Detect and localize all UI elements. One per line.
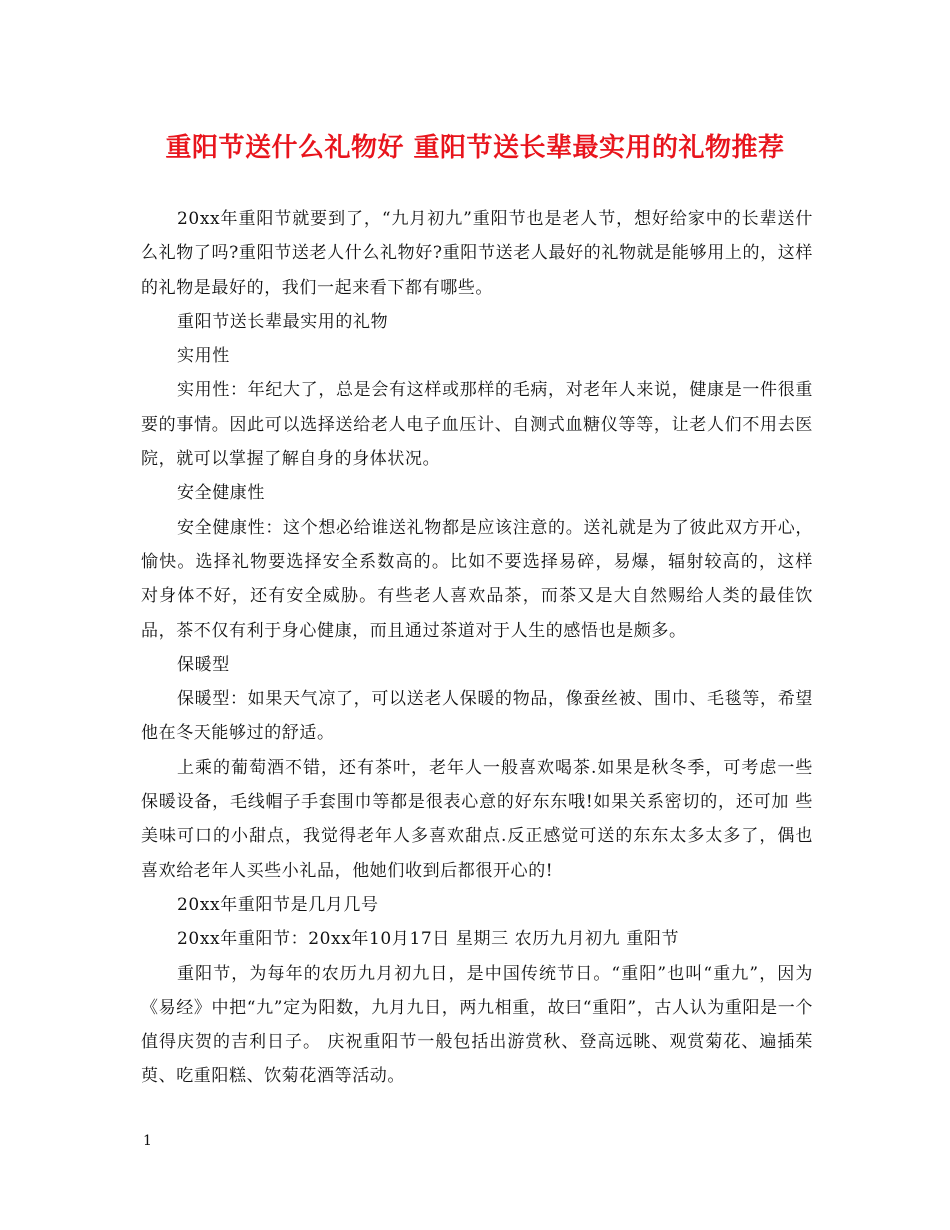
page-number: 1 (143, 1133, 152, 1149)
paragraph-gifts: 上乘的葡萄酒不错，还有茶叶，老年人一般喜欢喝茶.如果是秋冬季，可考虑一些保暖设备，毛线帽子手套围巾等都是很表心意的好东东哦!如果关系密切的，还可加 些美味可口的小甜点，我觉得老年人多喜欢甜点.反正感觉可送的东东太多太多了，偶也喜欢给老年人买些小礼品，他她们收到后都很开心的! (141, 757, 813, 881)
paragraph-intro: 20xx年重阳节就要到了，“九月初九”重阳节也是老人节，想好给家中的长辈送什么礼物了吗?重阳节送老人什么礼物好?重阳节送老人最好的礼物就是能够用上的，这样的礼物是最好的，我们一起来看下都有哪些。 (141, 209, 813, 298)
document-body (141, 202, 813, 1094)
paragraph-date: 20xx年重阳节：20xx年10月17日 星期三 农历九月初九 重阳节 (177, 929, 680, 950)
subheading-safety: 安全健康性 (177, 483, 265, 504)
document-title: 重阳节送什么礼物好 重阳节送长辈最实用的礼物推荐 (165, 133, 785, 163)
subheading-practical: 实用性 (177, 346, 230, 367)
paragraph-practical: 实用性：年纪大了，总是会有这样或那样的毛病，对老年人来说，健康是一件很重要的事情。因此可以选择送给老人电子血压计、自测式血糖仪等等，让老人们不用去医院，就可以掌握了解自身的身体状况。 (141, 380, 813, 470)
section-heading: 重阳节送长辈最实用的礼物 (177, 311, 389, 332)
paragraph-warmth: 保暖型：如果天气凉了，可以送老人保暖的物品，像蚕丝被、围巾、毛毯等，希望他在冬天能够过的舒适。 (141, 689, 813, 744)
paragraph-safety: 安全健康性：这个想必给谁送礼物都是应该注意的。送礼就是为了彼此双方开心，愉快。选择礼物要选择安全系数高的。比如不要选择易碎，易爆，辐射较高的，这样 对身体不好，还有安全威胁。有些老人喜欢品茶，而茶又是大自然赐给人类的最佳饮品，茶不仅有利于身心健康，而且通过茶道对于人生的感悟也是颇多。 (141, 517, 813, 641)
paragraph-festival: 重阳节，为每年的农历九月初九日，是中国传统节日。“重阳”也叫“重九”，因为《易经》中把“九”定为阳数，九月九日，两九相重，故曰“重阳”，古人认为重阳是一个值得庆贺的吉利日子。 庆祝重阳节一般包括出游赏秋、登高远眺、观赏菊花、遍插茱萸、吃重阳糕、饮菊花酒等活动。 (141, 963, 813, 1087)
section-heading-date: 20xx年重阳节是几月几号 (177, 894, 379, 915)
subheading-warmth: 保暖型 (177, 654, 230, 675)
